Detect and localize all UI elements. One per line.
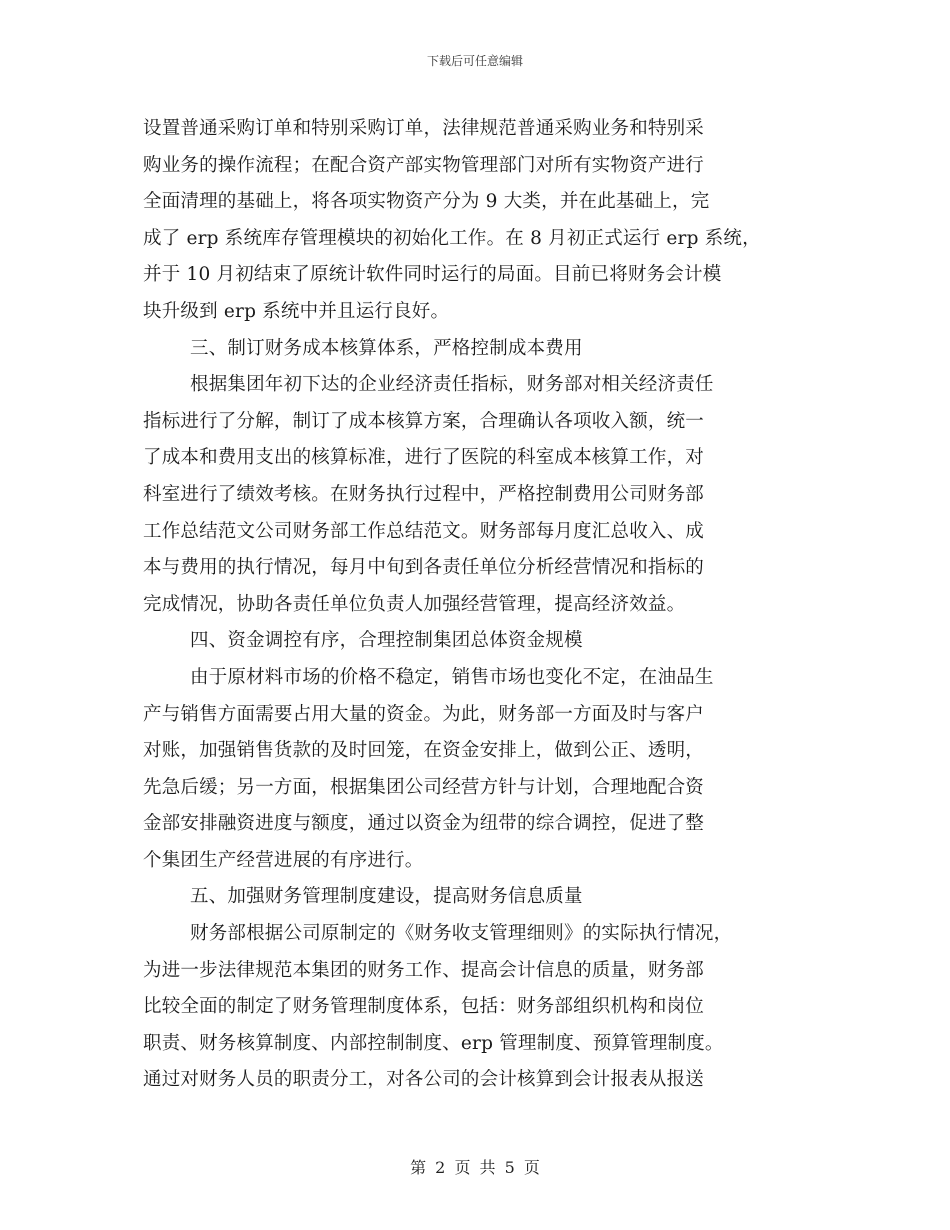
body-line-21: 个集团生产经营进展的有序进行。: [143, 849, 424, 871]
body-line-16: 由于原材料市场的价格不稳定，销售市场也变化不定，在油品生: [190, 666, 714, 688]
body-line-2: 购业务的操作流程；在配合资产部实物管理部门对所有实物资产进行: [143, 154, 705, 176]
body-line-14: 完成情况，协助各责任单位负责人加强经营管理，提高经济效益。: [143, 593, 686, 615]
body-line-25: 比较全面的制定了财务管理制度体系，包括：财务部组织机构和岗位: [143, 996, 705, 1018]
body-line-19: 先急后缓；另一方面，根据集团公司经营方针与计划，合理地配合资: [143, 776, 705, 798]
body-line-18: 对账，加强销售货款的及时回笼，在资金安排上，做到公正、透明，: [143, 740, 705, 762]
section-heading-5: 五、加强财务管理制度建设，提高财务信息质量: [190, 886, 583, 908]
body-line-6: 块升级到 erp 系统中并且运行良好。: [143, 300, 450, 322]
body-line-9: 指标进行了分解，制订了成本核算方案，合理确认各项收入额，统一: [143, 410, 705, 432]
body-line-8: 根据集团年初下达的企业经济责任指标，财务部对相关经济责任: [190, 374, 714, 396]
body-line-3: 全面清理的基础上，将各项实物资产分为 9 大类，并在此基础上，完: [143, 191, 710, 213]
document-body: [143, 111, 823, 1099]
body-line-11: 科室进行了绩效考核。在财务执行过程中，严格控制费用公司财务部: [143, 483, 705, 505]
body-line-12: 工作总结范文公司财务部工作总结范文。财务部每月度汇总收入、成: [143, 520, 705, 542]
body-line-10: 了成本和费用支出的核算标准，进行了医院的科室成本核算工作，对: [143, 447, 705, 469]
body-line-13: 本与费用的执行情况，每月中旬到各责任单位分析经营情况和指标的: [143, 557, 705, 579]
body-line-23: 财务部根据公司原制定的《财务收支管理细则》的实际执行情况，: [190, 923, 733, 945]
body-line-1: 设置普通采购订单和特别采购订单，法律规范普通采购业务和特别采: [143, 118, 705, 139]
body-line-26: 职责、财务核算制度、内部控制制度、erp 管理制度、预算管理制度。: [143, 1032, 724, 1054]
body-line-27: 通过对财务人员的职责分工，对各公司的会计核算到会计报表从报送: [143, 1069, 705, 1091]
body-line-24: 为进一步法律规范本集团的财务工作、提高会计信息的质量，财务部: [143, 959, 705, 981]
page-number-footer: 第 2 页 共 5 页: [410, 1158, 540, 1177]
body-line-20: 金部安排融资进度与额度，通过以资金为纽带的综合调控，促进了整: [143, 813, 705, 835]
section-heading-3: 三、制订财务成本核算体系，严格控制成本费用: [190, 337, 583, 359]
body-line-4: 成了 erp 系统库存管理模块的初始化工作。在 8 月初正式运行 erp 系统，: [143, 227, 761, 249]
body-line-5: 并于 10 月初结束了原统计软件同时运行的局面。目前已将财务会计模: [143, 264, 722, 286]
body-line-17: 产与销售方面需要占用大量的资金。为此，财务部一方面及时与客户: [143, 703, 705, 725]
page-header-note: 下载后可任意编辑: [426, 54, 523, 68]
section-heading-4: 四、资金调控有序，合理控制集团总体资金规模: [190, 630, 583, 652]
